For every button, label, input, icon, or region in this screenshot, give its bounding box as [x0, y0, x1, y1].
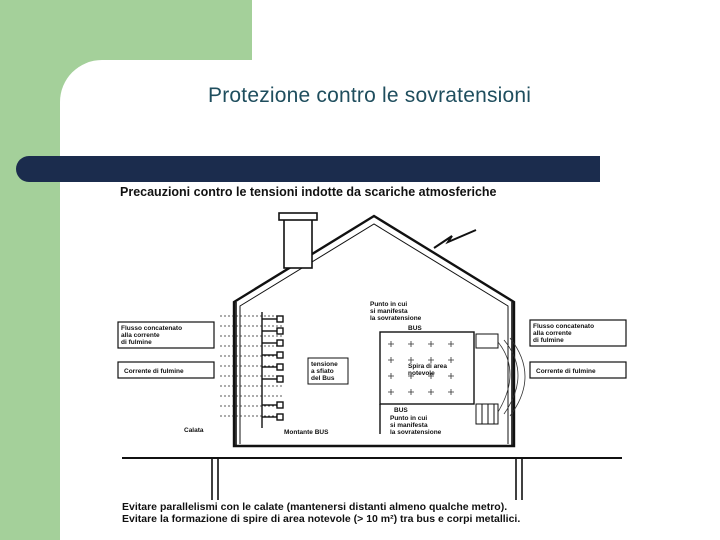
- svg-text:notevole: notevole: [408, 370, 435, 377]
- svg-text:la sovratensione: la sovratensione: [390, 429, 442, 436]
- svg-text:Punto in cui: Punto in cui: [370, 301, 408, 308]
- svg-text:si manifesta: si manifesta: [370, 308, 408, 315]
- figure-heading: Precauzioni contro le tensioni indotte da scariche atmosferiche: [120, 185, 497, 199]
- footer-note-2: Evitare la formazione di spire di area notevole (> 10 m²) tra bus e corpi metallici.: [122, 513, 521, 524]
- label-bus-top: BUS: [408, 325, 422, 332]
- surge-protection-diagram: [112, 182, 632, 524]
- label-current-right: [530, 362, 626, 378]
- label-tension: [308, 358, 348, 384]
- svg-text:del Bus: del Bus: [311, 375, 335, 382]
- label-current-left: [118, 362, 214, 378]
- footer-note-1: Evitare parallelismi con le calate (mantenersi distanti almeno qualche metro).: [122, 501, 508, 513]
- metal-bodies: [476, 334, 498, 424]
- foundations: [212, 458, 522, 500]
- label-bus-bottom: BUS: [394, 407, 408, 414]
- svg-text:tensione: tensione: [311, 361, 338, 368]
- chimney: [279, 213, 317, 268]
- svg-text:a sfiato: a sfiato: [311, 368, 334, 375]
- lightning-bolt-icon: [434, 230, 476, 248]
- slide-title: Protezione contro le sovratensioni: [208, 84, 532, 107]
- bus-riser: [262, 312, 283, 428]
- svg-text:Flusso concatenato: Flusso concatenato: [533, 323, 595, 330]
- label-flux-left: [118, 322, 214, 348]
- downconductors: [236, 302, 512, 446]
- svg-text:la sovratensione: la sovratensione: [370, 315, 422, 322]
- label-bus-riser: Montante BUS: [284, 429, 329, 436]
- label-overvoltage-bottom: [390, 415, 442, 436]
- label-overvoltage-top: [370, 301, 422, 322]
- svg-text:Spira di area: Spira di area: [408, 363, 448, 370]
- svg-text:alla corrente: alla corrente: [533, 330, 572, 337]
- label-flux-right: [530, 320, 626, 346]
- svg-text:di fulmine: di fulmine: [533, 337, 564, 344]
- svg-text:Corrente di fulmine: Corrente di fulmine: [536, 368, 596, 375]
- title-divider-bar: [16, 156, 600, 182]
- label-loop: [408, 363, 447, 377]
- svg-text:di fulmine: di fulmine: [121, 339, 152, 346]
- svg-text:Punto in cui: Punto in cui: [390, 415, 428, 422]
- svg-text:alla corrente: alla corrente: [121, 332, 160, 339]
- svg-text:Corrente di fulmine: Corrente di fulmine: [124, 368, 184, 375]
- svg-text:Flusso concatenato: Flusso concatenato: [121, 325, 183, 332]
- label-downconductor: Calata: [184, 427, 204, 434]
- svg-text:si manifesta: si manifesta: [390, 422, 428, 429]
